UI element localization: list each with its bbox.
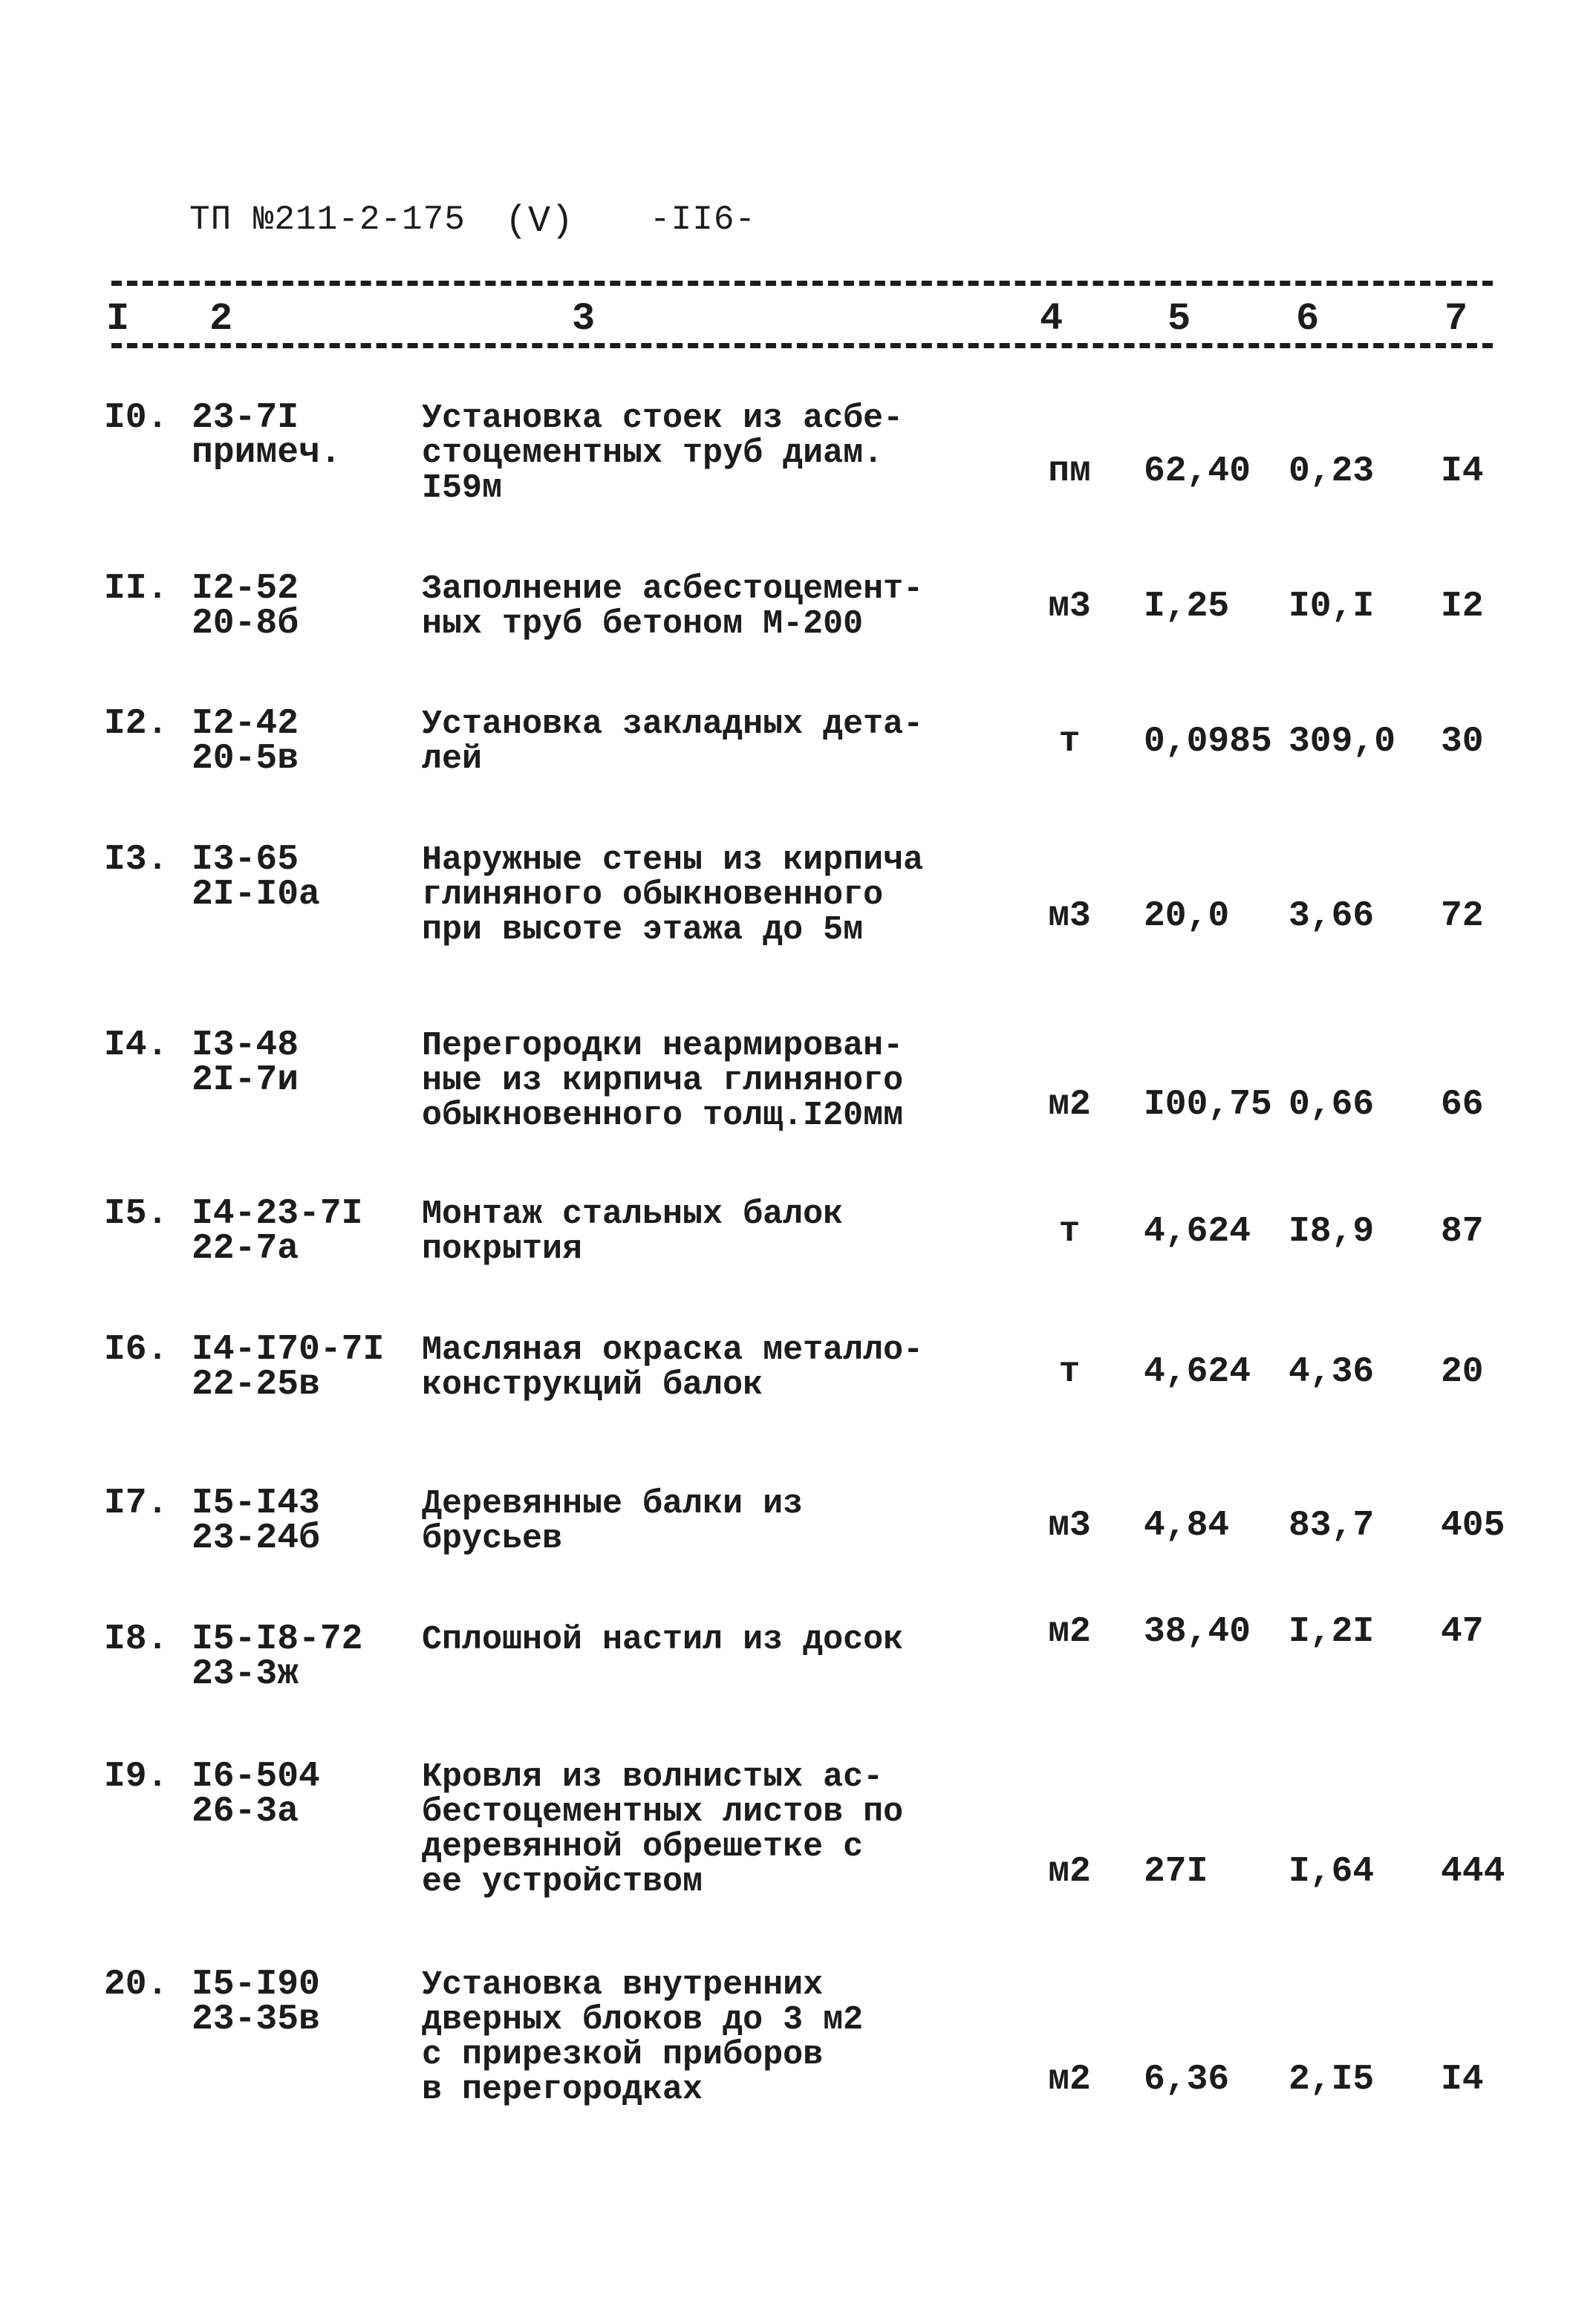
norm-code-line2: 2I-I0а: [192, 875, 320, 915]
work-description: Установка внутренних: [422, 1966, 824, 2004]
quantity: 4,84: [1144, 1506, 1230, 1546]
work-description: Установка закладных дета-: [422, 705, 924, 743]
work-description: Установка стоек из асбе-: [422, 399, 904, 437]
unit: пм: [1048, 451, 1091, 492]
quantity: I00,75: [1144, 1085, 1272, 1125]
total-cost: 405: [1441, 1506, 1505, 1546]
total-cost: 30: [1441, 722, 1484, 762]
norm-code-line2: 22-7а: [192, 1229, 299, 1269]
total-cost: 87: [1441, 1212, 1484, 1252]
column-number-5: 5: [1167, 297, 1191, 341]
work-description: Деревянные балки из: [422, 1485, 804, 1523]
norm-code: 23-7I: [192, 398, 299, 438]
norm-code: I6-504: [192, 1757, 320, 1797]
work-description: Кровля из волнистых ас-: [422, 1758, 884, 1796]
unit-price: 3,66: [1289, 896, 1375, 936]
row-number: I3.: [104, 840, 169, 880]
work-description-line2: стоцементных труб диам.: [422, 434, 884, 472]
column-number-3: 3: [572, 297, 596, 341]
norm-code: I5-I8-72: [192, 1619, 363, 1659]
work-description-line2: конструкций балок: [422, 1366, 763, 1404]
norm-code: I5-I90: [192, 1965, 320, 2005]
row-number: I8.: [104, 1619, 169, 1659]
unit-price: 2,I5: [1289, 2060, 1375, 2100]
page-number: -II6-: [650, 200, 757, 239]
norm-code: I2-52: [192, 569, 299, 609]
norm-code: I2-42: [192, 704, 299, 744]
column-number-6: 6: [1296, 297, 1320, 341]
total-cost: 20: [1441, 1352, 1484, 1392]
norm-code-line2: примеч.: [192, 433, 342, 473]
row-number: II.: [104, 569, 169, 609]
unit-price: 309,0: [1289, 722, 1396, 762]
unit-price: I8,9: [1289, 1212, 1375, 1252]
column-number-7: 7: [1444, 297, 1468, 341]
row-number: I7.: [104, 1483, 169, 1524]
unit: м3: [1048, 896, 1091, 936]
work-description-line2: глиняного обыкновенного: [422, 876, 884, 914]
quantity: 38,40: [1144, 1612, 1251, 1652]
quantity: 6,36: [1144, 2060, 1230, 2100]
row-number: I2.: [104, 704, 169, 744]
header-rule-top: [111, 281, 1493, 286]
unit-price: I,2I: [1289, 1612, 1375, 1652]
total-cost: I4: [1441, 451, 1484, 492]
work-description: Масляная окраска металло-: [422, 1331, 924, 1369]
total-cost: 72: [1441, 896, 1484, 936]
unit-price: 83,7: [1289, 1506, 1375, 1546]
row-number: I9.: [104, 1757, 169, 1797]
total-cost: I4: [1441, 2060, 1484, 2100]
norm-code-line2: 20-5в: [192, 739, 299, 779]
norm-code-line2: 23-3ж: [192, 1654, 299, 1694]
work-description: Наружные стены из кирпича: [422, 841, 924, 879]
unit: т: [1058, 722, 1081, 762]
norm-code-line2: 26-3а: [192, 1792, 299, 1832]
quantity: 4,624: [1144, 1212, 1251, 1252]
total-cost: 66: [1441, 1085, 1484, 1125]
row-number: I4.: [104, 1025, 169, 1065]
unit-price: I,64: [1289, 1852, 1375, 1892]
norm-code: I4-I70-7I: [192, 1330, 385, 1370]
work-description-line3: с прирезкой приборов: [422, 2036, 824, 2074]
column-number-4: 4: [1040, 297, 1064, 341]
norm-code-line2: 2I-7и: [192, 1060, 299, 1100]
norm-code: I5-I43: [192, 1483, 320, 1524]
work-description-line3: I59м: [422, 469, 503, 507]
total-cost: 47: [1441, 1612, 1484, 1652]
work-description-line2: дверных блоков до 3 м2: [422, 2001, 864, 2039]
norm-code-line2: 23-24б: [192, 1518, 320, 1558]
column-number-1: I: [106, 297, 130, 341]
work-description: Перегородки неармирован-: [422, 1027, 904, 1065]
row-number: I5.: [104, 1194, 169, 1234]
document-variant: (V): [505, 200, 575, 243]
work-description-line2: ных труб бетоном М-200: [422, 605, 864, 643]
quantity: 4,624: [1144, 1352, 1251, 1392]
total-cost: 444: [1441, 1852, 1505, 1892]
norm-code-line2: 23-35в: [192, 2000, 320, 2040]
unit-price: 0,66: [1289, 1085, 1375, 1125]
unit-price: I0,I: [1289, 587, 1375, 627]
total-cost: I2: [1441, 587, 1484, 627]
quantity: 0,0985: [1144, 722, 1272, 762]
work-description-line4: ее устройством: [422, 1863, 703, 1901]
row-number: I6.: [104, 1330, 169, 1370]
work-description-line2: ные из кирпича глиняного: [422, 1062, 904, 1100]
unit: м3: [1048, 1506, 1091, 1546]
work-description: Заполнение асбестоцемент-: [422, 570, 924, 608]
unit: м2: [1048, 1085, 1091, 1125]
unit-price: 0,23: [1289, 451, 1375, 492]
work-description-line3: обыкновенного толщ.I20мм: [422, 1097, 904, 1135]
work-description-line3: деревянной обрешетке с: [422, 1828, 864, 1866]
row-number: I0.: [104, 398, 169, 438]
work-description-line2: покрытия: [422, 1230, 583, 1268]
unit: т: [1058, 1352, 1081, 1392]
unit: м2: [1048, 1612, 1091, 1652]
work-description-line2: лей: [422, 740, 483, 778]
norm-code-line2: 20-8б: [192, 604, 299, 644]
header-rule-bottom: [111, 343, 1493, 348]
norm-code: I3-48: [192, 1025, 299, 1065]
unit: м2: [1048, 1852, 1091, 1892]
work-description-line2: бестоцементных листов по: [422, 1793, 904, 1831]
unit-price: 4,36: [1289, 1352, 1375, 1392]
work-description-line2: брусьев: [422, 1520, 563, 1558]
quantity: I,25: [1144, 587, 1230, 627]
work-description-line3: при высоте этажа до 5м: [422, 911, 864, 949]
column-number-2: 2: [209, 297, 233, 341]
work-description-line4: в перегородках: [422, 2071, 703, 2109]
document-code: ТП №211-2-175: [189, 200, 466, 239]
unit: т: [1058, 1212, 1081, 1252]
quantity: 62,40: [1144, 451, 1251, 492]
work-description: Сплошной настил из досок: [422, 1621, 904, 1659]
unit: м2: [1048, 2060, 1091, 2100]
row-number: 20.: [104, 1965, 169, 2005]
norm-code-line2: 22-25в: [192, 1365, 320, 1405]
quantity: 27I: [1144, 1852, 1208, 1892]
quantity: 20,0: [1144, 896, 1230, 936]
work-description: Монтаж стальных балок: [422, 1195, 844, 1233]
norm-code: I4-23-7I: [192, 1194, 363, 1234]
unit: м3: [1048, 587, 1091, 627]
norm-code: I3-65: [192, 840, 299, 880]
